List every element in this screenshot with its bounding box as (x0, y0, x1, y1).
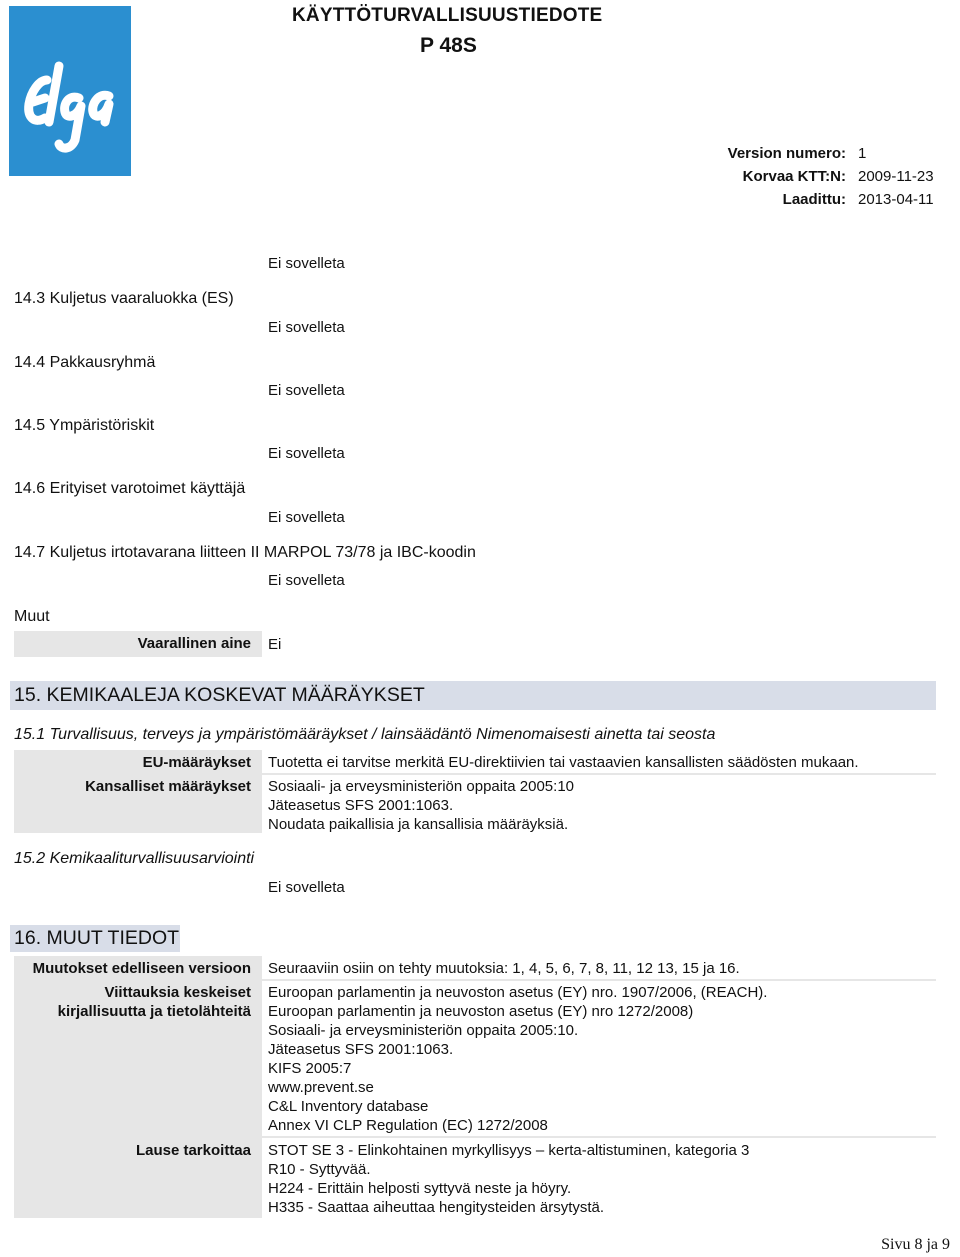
section-15-2-value: Ei sovelleta (268, 879, 345, 896)
info-labels-column (14, 956, 262, 1218)
phrase-line: R10 - Syttyvää. (268, 1161, 371, 1178)
elga-logo-mark (9, 6, 131, 176)
row-divider (14, 979, 936, 981)
reference-line: www.prevent.se (268, 1079, 374, 1096)
row-value: Ei sovelleta (268, 319, 345, 336)
phrase-line: H335 - Saattaa aiheuttaa hengitysteiden ärsytystä. (268, 1199, 605, 1216)
national-line: Noudata paikallisia ja kansallisia määräyksiä. (268, 816, 569, 833)
changes-value: Seuraaviin osiin on tehty muutoksia: 1, 4, 5, 6, 7, 8, 11, 12 13, 15 ja 16. (268, 960, 740, 977)
row-divider (14, 773, 936, 775)
reference-line: Euroopan parlamentin ja neuvoston asetus (EY) nro. 1907/2006, (REACH). (268, 984, 768, 1001)
row-value: Ei sovelleta (268, 509, 345, 526)
version-value: 1 (858, 145, 867, 162)
phrase-line: STOT SE 3 - Elinkohtainen myrkyllisyys – kerta-altistuminen, kategoria 3 (268, 1142, 750, 1159)
section-15-1-heading: 15.1 Turvallisuus, terveys ja ympäristömääräykset / lainsäädäntö Nimenomaisesti ainetta tai seosta (14, 726, 716, 743)
section-15-2-heading: 15.2 Kemikaaliturvallisuusarviointi (14, 850, 255, 867)
section-16-bar (10, 925, 180, 952)
eu-regulations-value: Tuotetta ei tarvitse merkitä EU-direktiivien tai vastaavien kansallisten säädösten mukaan. (268, 754, 859, 771)
national-line: Sosiaali- ja erveysministeriön oppaita 2005:10 (268, 778, 575, 795)
muut-heading: Muut (14, 608, 50, 625)
section-16-title: 16. MUUT TIEDOT (14, 927, 180, 949)
row-value: Ei sovelleta (268, 382, 345, 399)
vaarallinen-value: Ei (268, 636, 282, 653)
row-label: 14.5 Ympäristöriskit (14, 417, 155, 434)
page-number: Sivu 8 ja 9 (881, 1236, 950, 1253)
row-divider (14, 1136, 936, 1138)
version-label: Version numero: (727, 145, 846, 162)
replaces-label: Korvaa KTT:N: (742, 168, 846, 185)
row-value: Ei sovelleta (268, 572, 345, 589)
reference-line: Sosiaali- ja erveysministeriön oppaita 2005:10. (268, 1022, 579, 1039)
reference-line: C&L Inventory database (268, 1098, 429, 1115)
elga-logo (9, 6, 131, 176)
prepared-value: 2013-04-11 (858, 191, 934, 208)
reference-line: Euroopan parlamentin ja neuvoston asetus (EY) nro 1272/2008) (268, 1003, 694, 1020)
row-label: 14.3 Kuljetus vaaraluokka (ES) (14, 290, 234, 307)
phrase-label: Lause tarkoittaa (135, 1142, 251, 1159)
replaces-value: 2009-11-23 (858, 168, 934, 185)
vaarallinen-label: Vaarallinen aine (14, 631, 262, 657)
reference-line: KIFS 2005:7 (268, 1060, 352, 1077)
document-title: KÄYTTÖTURVALLISUUSTIEDOTE (292, 5, 603, 26)
prepared-label: Laadittu: (782, 191, 846, 208)
reference-line: Jäteasetus SFS 2001:1063. (268, 1041, 454, 1058)
national-line: Jäteasetus SFS 2001:1063. (268, 797, 454, 814)
eu-regulations-label: EU-määräykset (142, 754, 251, 771)
section-15-bar (10, 681, 936, 710)
product-code: P 48S (420, 34, 477, 57)
row-value: Ei sovelleta (268, 445, 345, 462)
section-15-title: 15. KEMIKAALEJA KOSKEVAT MÄÄRÄYKSET (14, 684, 425, 706)
row-label: 14.4 Pakkausryhmä (14, 354, 156, 371)
references-label-line1: Viittauksia keskeiset (104, 984, 251, 1001)
row-value: Ei sovelleta (268, 255, 345, 272)
reference-line: Annex VI CLP Regulation (EC) 1272/2008 (268, 1117, 548, 1134)
changes-label: Muutokset edelliseen versioon (32, 960, 251, 977)
phrase-line: H224 - Erittäin helposti syttyvä neste ja höyry. (268, 1180, 572, 1197)
national-regulations-label: Kansalliset määräykset (85, 778, 251, 795)
regulation-labels-column (14, 750, 262, 833)
references-label-line2: kirjallisuutta ja tietolähteitä (57, 1003, 251, 1020)
row-label: 14.6 Erityiset varotoimet käyttäjä (14, 480, 246, 497)
row-label: 14.7 Kuljetus irtotavarana liitteen II MARPOL 73/78 ja IBC-koodin (14, 544, 476, 561)
